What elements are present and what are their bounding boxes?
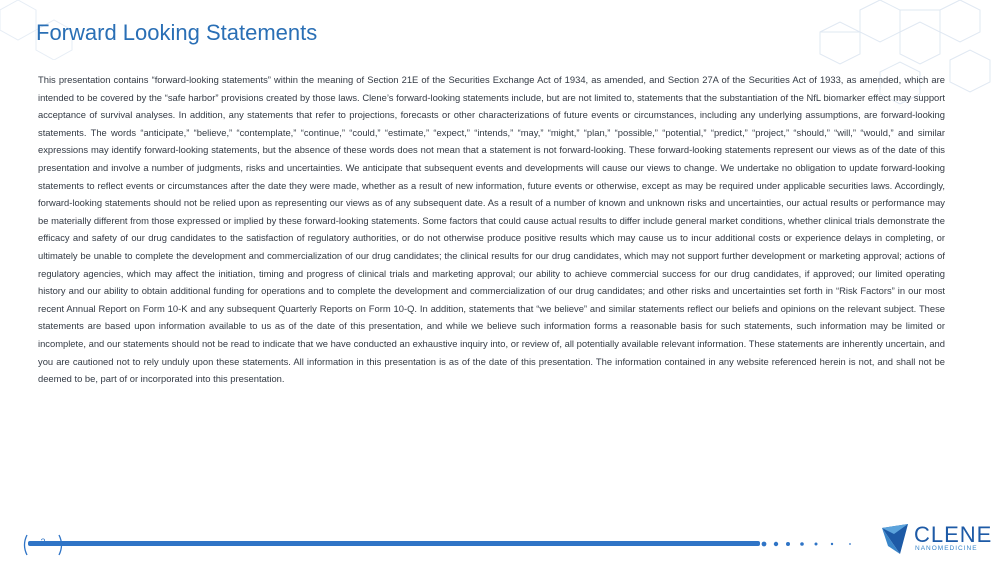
footer-rule [28,541,760,546]
logo-subtitle: NANOMEDICINE [915,545,978,552]
page-number: 2 [40,537,46,547]
footer-dots-decoration [752,537,862,551]
slide-title: Forward Looking Statements [36,20,318,45]
disclaimer-paragraph: This presentation contains “forward-looking statements” within the meaning of Section 21E of the Securities Exchange Act of 1934, as amended, and Section 27A of the Securities Act of 1933, as amended, which are intended to be covered by the “safe harbor” provisions created by those laws. Clene’s forward-looking statements include, but are not limited to, statements that the substantiation of the NfL biomarker effect may support acceptance of survival analyses. In addition, any statements that refer to projections, forecasts or other characterizations of future events or circumstances, including any underlying assumptions, are forward-looking statements. The words “anticipate,” “believe,” “contemplate,” “continue,” “could,” “estimate,” “expect,” “intends,” “may,” “might,” “plan,” “possible,” “potential,” “predict,” “project,” “should,” “will,” “would,” and similar expressions may identify forward-looking statements, but the absence of these words does not mean that a statement is not forward-looking. These forward-looking statements represent our views as of the date of this presentation and involve a number of judgments, risks and uncertainties. We anticipate that subsequent events and developments will cause our views to change. We undertake no obligation to update forward-looking statements to reflect events or circumstances after the date they were made, whether as a result of new information, future events or otherwise, except as may be required under applicable securities laws. Accordingly, forward-looking statements should not be relied upon as representing our views as of any subsequent date. As a result of a number of known and unknown risks and uncertainties, our actual results or performance may be materially different from those expressed or implied by these forward-looking statements. Some factors that could cause actual results to differ include general market conditions, whether clinical trials demonstrate the efficacy and safety of our drug candidates to the satisfaction of regulatory authorities, or do not otherwise produce positive results which may cause us to incur additional costs or experience delays in completing, or ultimately be unable to complete the development and commercialization of our drug candidates; the clinical results for our drug candidates, which may not support further development or marketing approval; actions of regulatory agencies, which may affect the initiation, timing and progress of clinical trials and marketing approval; our ability to achieve commercial success for our drug candidates, if approved; our limited operating history and our ability to obtain additional funding for operations and to complete the development and commercialization of our drug candidates; and other risks and uncertainties set forth in “Risk Factors” in our most recent Annual Report on Form 10-K and any subsequent Quarterly Reports on Form 10-Q. In addition, statements that “we believe” and similar statements reflect our beliefs and opinions on the relevant subject. These statements are based upon information available to us as of the date of this presentation, and while we believe such information forms a reasonable basis for such statements, such information may be limited or incomplete, and our statements should not be read to indicate that we have conducted an exhaustive inquiry into, or review of, all potentially available relevant information. These statements are inherently uncertain, and you are cautioned not to rely unduly upon these statements. All information in this presentation is as of the date of this presentation. The information contained in any website referenced herein is not, and shall not be deemed to be, part of or incorporated into this presentation. [38,74,945,385]
logo-wordmark: CLENE [914,522,993,547]
